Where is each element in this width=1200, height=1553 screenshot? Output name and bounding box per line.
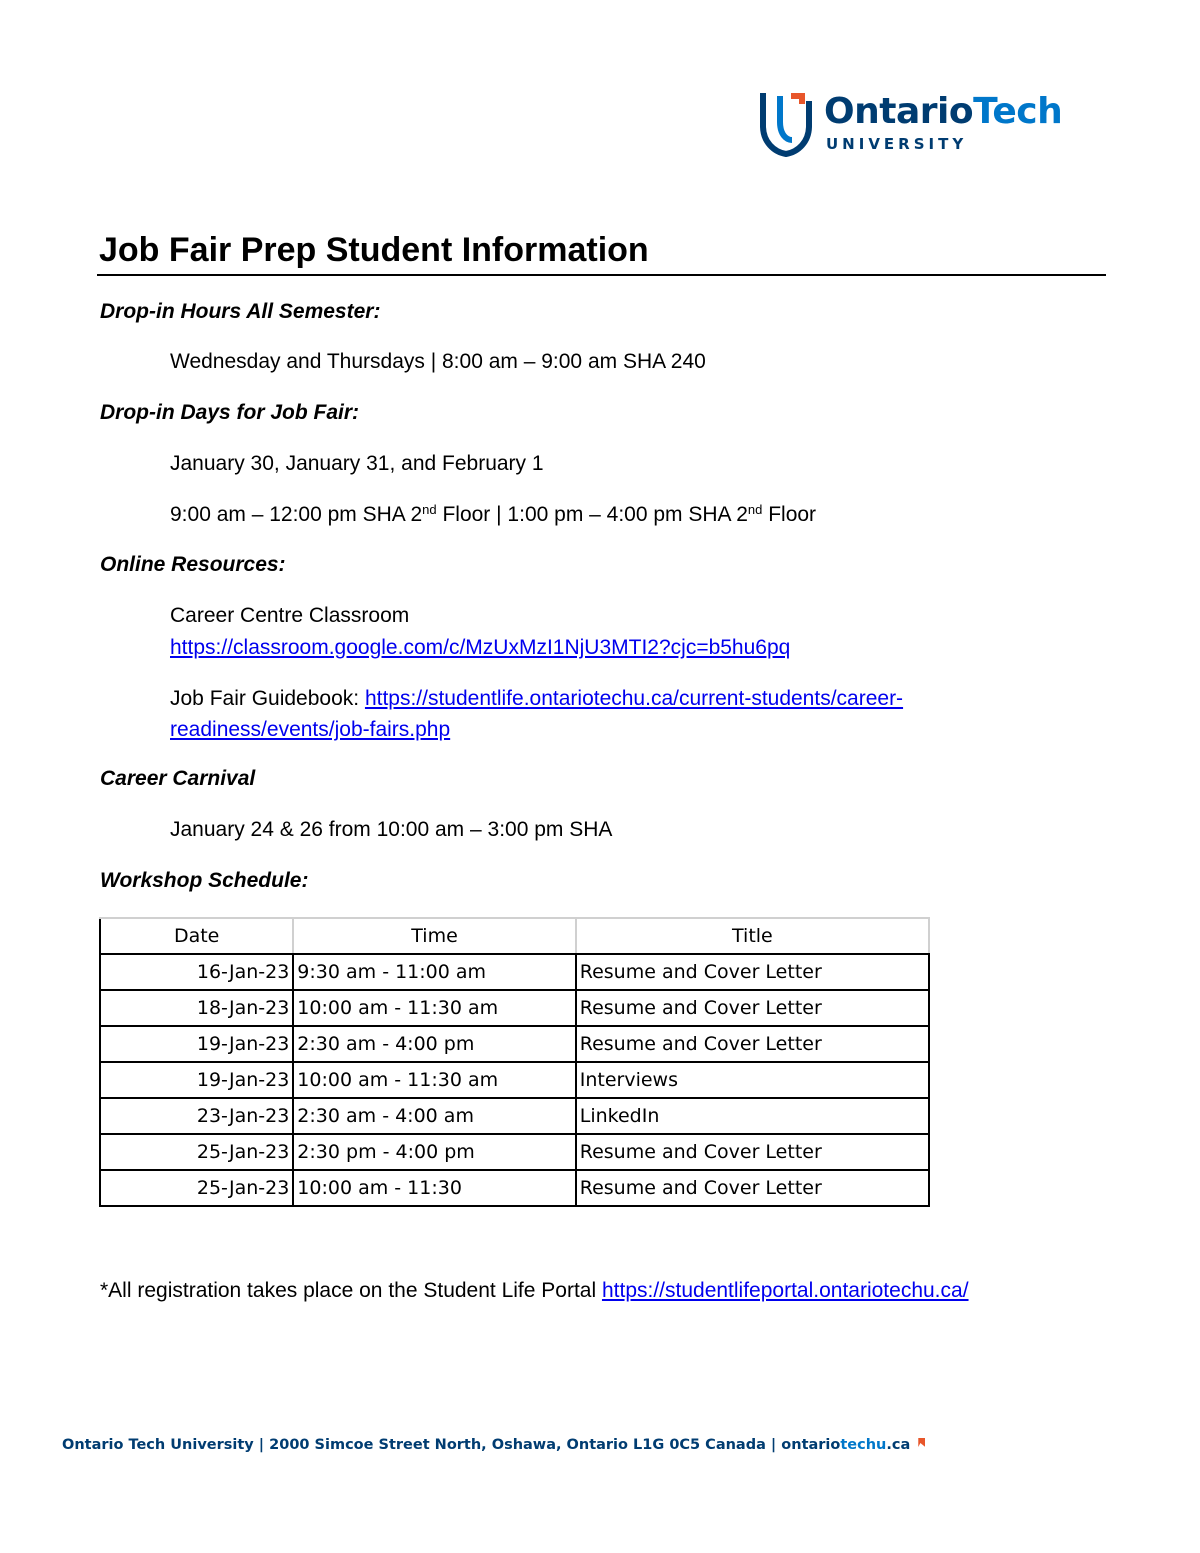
cell-title: Resume and Cover Letter — [576, 954, 929, 990]
cell-time: 9:30 am - 11:00 am — [293, 954, 575, 990]
dropin-days-heading: Drop-in Days for Job Fair: — [100, 401, 360, 424]
career-carnival-heading: Career Carnival — [100, 767, 256, 790]
column-header-date: Date — [100, 918, 293, 954]
table-row — [100, 1134, 929, 1170]
classroom-label: Career Centre Classroom — [170, 604, 410, 627]
page-footer — [62, 1434, 925, 1456]
cell-time: 10:00 am - 11:30 — [293, 1170, 575, 1206]
classroom-link[interactable]: https://classroom.google.com/c/MzUxMzI1NjU3MTI2?cjc=b5hu6pq — [170, 636, 791, 659]
cell-title: Resume and Cover Letter — [576, 1170, 929, 1206]
dropin-hours-text: Wednesday and Thursdays | 8:00 am – 9:00 am SHA 240 — [170, 350, 706, 373]
footer-address: Ontario Tech University | 2000 Simcoe Street North, Oshawa, Ontario L1G 0C5 Canada | — [62, 1437, 782, 1453]
university-logo — [758, 90, 1063, 160]
student-life-portal-link[interactable]: https://studentlifeportal.ontariotechu.ca/ — [601, 1279, 969, 1302]
cell-date: 19-Jan-23 — [100, 1062, 293, 1098]
cell-title: Resume and Cover Letter — [576, 1134, 929, 1170]
dropin-days-times: 9:00 am – 12:00 pm SHA 2nd Floor | 1:00 pm – 4:00 pm SHA 2nd Floor — [170, 502, 817, 526]
logo-subtitle: UNIVERSITY — [826, 135, 968, 153]
table-row — [100, 1062, 929, 1098]
table-row — [100, 1170, 929, 1206]
cell-date: 16-Jan-23 — [100, 954, 293, 990]
column-header-title: Title — [576, 918, 929, 954]
cell-title: Resume and Cover Letter — [576, 990, 929, 1026]
column-header-time: Time — [293, 918, 575, 954]
table-row — [100, 990, 929, 1026]
registration-note — [100, 1276, 969, 1306]
cell-time: 10:00 am - 11:30 am — [293, 1062, 575, 1098]
table-row — [100, 1026, 929, 1062]
cell-time: 2:30 am - 4:00 pm — [293, 1026, 575, 1062]
guidebook-link-continued[interactable]: readiness/events/job-fairs.php — [170, 718, 451, 741]
footer-website[interactable]: ontariotechu.ca — [781, 1437, 911, 1453]
registration-note-text: *All registration takes place on the Student Life Portal — [100, 1279, 602, 1302]
cell-time: 2:30 pm - 4:00 pm — [293, 1134, 575, 1170]
workshop-schedule-heading: Workshop Schedule: — [100, 869, 309, 892]
dropin-days-dates: January 30, January 31, and February 1 — [170, 452, 544, 475]
cell-time: 2:30 am - 4:00 am — [293, 1098, 575, 1134]
cell-date: 25-Jan-23 — [100, 1134, 293, 1170]
guidebook-line — [170, 684, 903, 714]
table-header-row — [100, 918, 929, 954]
cell-date: 18-Jan-23 — [100, 990, 293, 1026]
table-row — [100, 1098, 929, 1134]
career-carnival-text: January 24 & 26 from 10:00 am – 3:00 pm SHA — [170, 818, 613, 841]
table-row — [100, 954, 929, 990]
cell-date: 19-Jan-23 — [100, 1026, 293, 1062]
page-title: Job Fair Prep Student Information — [99, 231, 649, 269]
guidebook-label: Job Fair Guidebook: — [170, 687, 365, 710]
cell-date: 23-Jan-23 — [100, 1098, 293, 1134]
title-divider — [97, 274, 1106, 276]
cell-time: 10:00 am - 11:30 am — [293, 990, 575, 1026]
workshop-table — [99, 917, 930, 1207]
cell-title: LinkedIn — [576, 1098, 929, 1134]
dropin-hours-heading: Drop-in Hours All Semester: — [100, 300, 381, 323]
logo-wordmark: OntarioTech — [824, 91, 1063, 132]
cell-title: Resume and Cover Letter — [576, 1026, 929, 1062]
shield-logo-icon — [758, 92, 814, 158]
cell-date: 25-Jan-23 — [100, 1170, 293, 1206]
guidebook-link[interactable]: https://studentlife.ontariotechu.ca/current-students/career- — [364, 687, 904, 710]
online-resources-heading: Online Resources: — [100, 553, 286, 576]
flag-icon — [918, 1438, 925, 1447]
cell-title: Interviews — [576, 1062, 929, 1098]
